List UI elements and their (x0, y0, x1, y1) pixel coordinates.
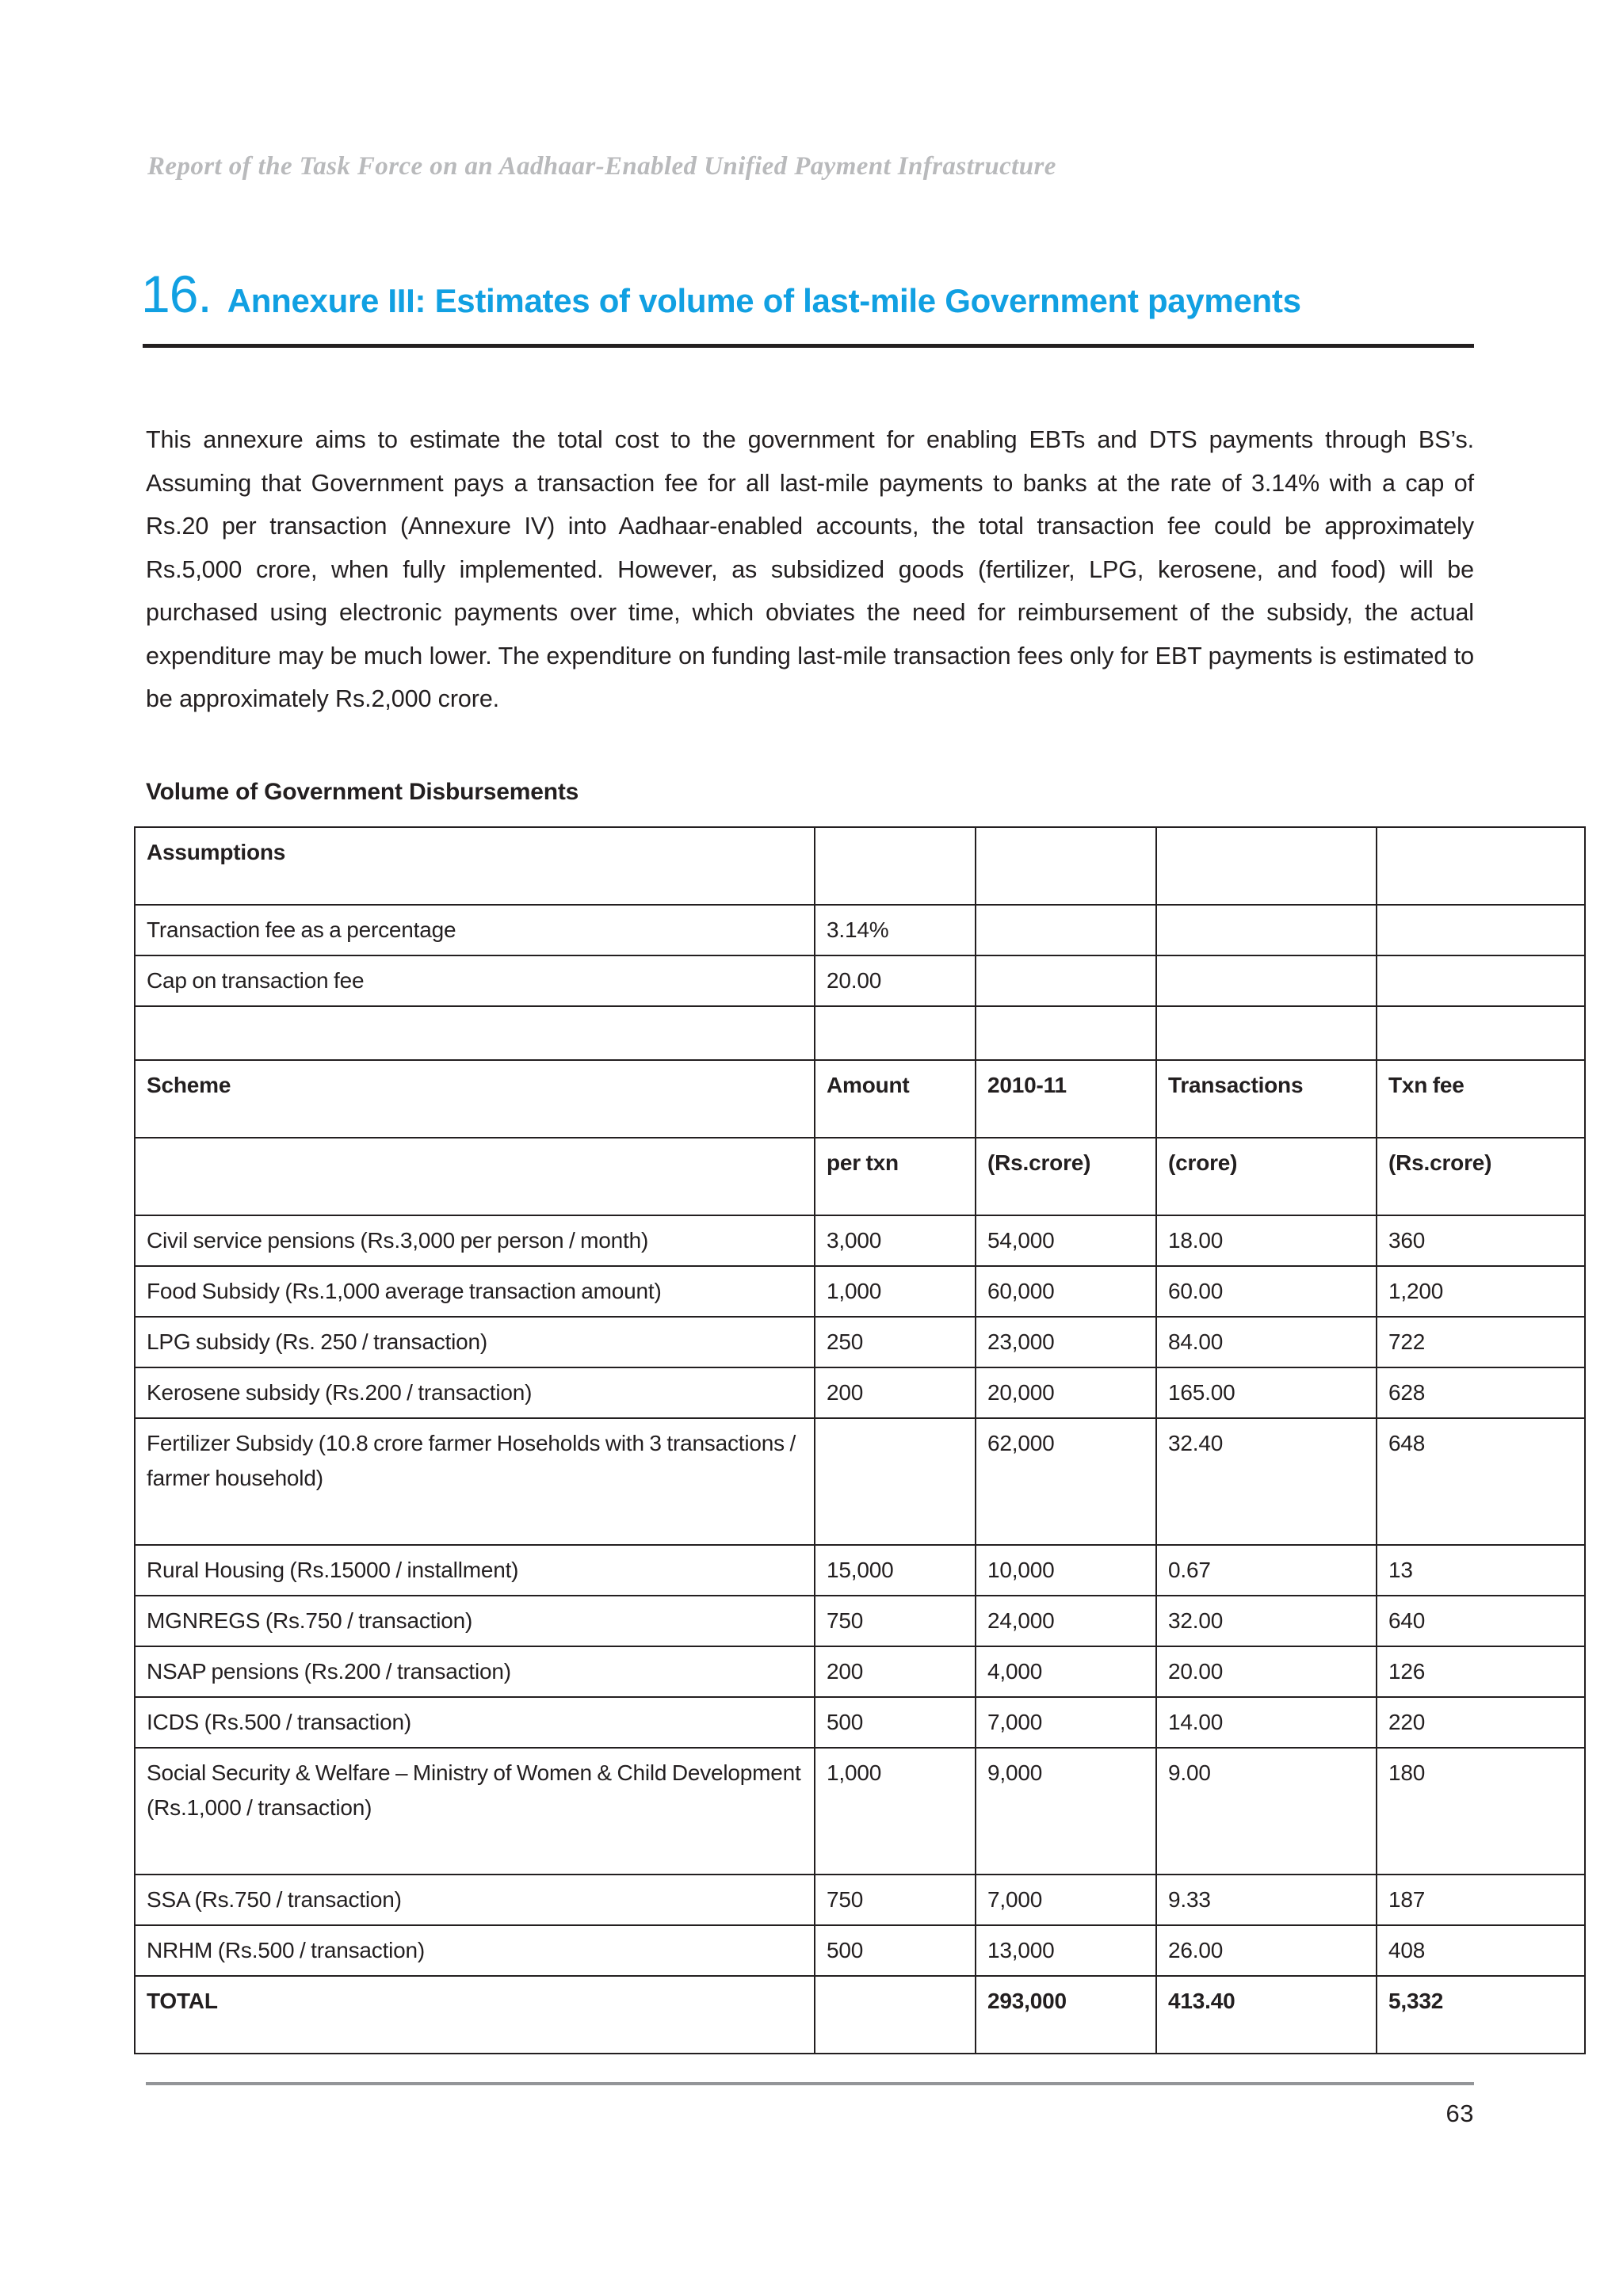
spacer-txn-fee (1377, 1006, 1585, 1060)
table-row (135, 1646, 1585, 1697)
assumption-year (976, 905, 1156, 955)
disbursements-table (134, 826, 1586, 2054)
cell-scheme: NRHM (Rs.500 / transaction) (135, 1925, 815, 1976)
cell-txn-fee: 180 (1377, 1748, 1585, 1875)
cell-scheme: Civil service pensions (Rs.3,000 per person / month) (135, 1215, 815, 1266)
assumption-txn-fee (1377, 955, 1585, 1006)
cell-year: 20,000 (976, 1367, 1156, 1418)
spacer-year (976, 1006, 1156, 1060)
cell-txn-fee: 187 (1377, 1875, 1585, 1925)
cell-transactions: 84.00 (1156, 1317, 1377, 1367)
table-row (135, 1215, 1585, 1266)
cell-year: 24,000 (976, 1596, 1156, 1646)
cell-txn-fee: 126 (1377, 1646, 1585, 1697)
spacer-scheme (135, 1006, 815, 1060)
cell-transactions: 14.00 (1156, 1697, 1377, 1748)
subheader-transactions: (crore) (1156, 1138, 1377, 1215)
chapter-heading (141, 265, 1480, 323)
total-transactions: 413.40 (1156, 1976, 1377, 2054)
cell-scheme: ICDS (Rs.500 / transaction) (135, 1697, 815, 1748)
chapter-title: Annexure III: Estimates of volume of last-mile Government payments (227, 282, 1301, 319)
cell-year: 23,000 (976, 1317, 1156, 1367)
table-row (135, 1367, 1585, 1418)
cell-scheme: Social Security & Welfare – Ministry of Women & Child Development (Rs.1,000 / transaction) (135, 1748, 815, 1875)
total-txn-fee: 5,332 (1377, 1976, 1585, 2054)
subheader-txn-fee: (Rs.crore) (1377, 1138, 1585, 1215)
spacer-amount (815, 1006, 976, 1060)
total-amount (815, 1976, 976, 2054)
assumption-year (976, 955, 1156, 1006)
cell-transactions: 32.40 (1156, 1418, 1377, 1545)
cell-amount: 200 (815, 1646, 976, 1697)
assumption-amount: 3.14% (815, 905, 976, 955)
assumptions-title-txn-fee (1377, 827, 1585, 905)
cell-txn-fee: 640 (1377, 1596, 1585, 1646)
table-row (135, 1266, 1585, 1317)
assumption-transactions (1156, 905, 1377, 955)
table-caption: Volume of Government Disbursements (146, 779, 579, 805)
cell-year: 10,000 (976, 1545, 1156, 1596)
cell-scheme: NSAP pensions (Rs.200 / transaction) (135, 1646, 815, 1697)
cell-transactions: 0.67 (1156, 1545, 1377, 1596)
spacer-row (135, 1006, 1585, 1060)
footer-divider (146, 2082, 1474, 2085)
cell-txn-fee: 408 (1377, 1925, 1585, 1976)
cell-amount: 500 (815, 1925, 976, 1976)
cell-amount: 3,000 (815, 1215, 976, 1266)
cell-transactions: 165.00 (1156, 1367, 1377, 1418)
cell-year: 9,000 (976, 1748, 1156, 1875)
running-header: Report of the Task Force on an Aadhaar-Enabled Unified Payment Infrastructure (147, 152, 1056, 181)
cell-scheme: MGNREGS (Rs.750 / transaction) (135, 1596, 815, 1646)
assumptions-title-row (135, 827, 1585, 905)
cell-scheme: Kerosene subsidy (Rs.200 / transaction) (135, 1367, 815, 1418)
total-year: 293,000 (976, 1976, 1156, 2054)
header-year: 2010-11 (976, 1060, 1156, 1138)
heading-divider (143, 344, 1474, 348)
table-header-row (135, 1060, 1585, 1138)
cell-txn-fee: 360 (1377, 1215, 1585, 1266)
assumption-scheme: Transaction fee as a percentage (135, 905, 815, 955)
assumption-amount: 20.00 (815, 955, 976, 1006)
table-subheader-row (135, 1138, 1585, 1215)
cell-amount: 250 (815, 1317, 976, 1367)
assumption-txn-fee (1377, 905, 1585, 955)
cell-scheme: Rural Housing (Rs.15000 / installment) (135, 1545, 815, 1596)
assumption-scheme: Cap on transaction fee (135, 955, 815, 1006)
assumption-row (135, 905, 1585, 955)
table-row (135, 1697, 1585, 1748)
chapter-number: 16. (141, 265, 212, 323)
table-row (135, 1875, 1585, 1925)
assumptions-title-year (976, 827, 1156, 905)
table-row (135, 1418, 1585, 1545)
table-row (135, 1925, 1585, 1976)
cell-year: 60,000 (976, 1266, 1156, 1317)
cell-amount: 1,000 (815, 1748, 976, 1875)
header-txn-fee: Txn fee (1377, 1060, 1585, 1138)
cell-scheme: Food Subsidy (Rs.1,000 average transaction amount) (135, 1266, 815, 1317)
cell-amount: 750 (815, 1596, 976, 1646)
cell-scheme: Fertilizer Subsidy (10.8 crore farmer Hoseholds with 3 transactions / farmer household) (135, 1418, 815, 1545)
header-amount: Amount (815, 1060, 976, 1138)
cell-transactions: 60.00 (1156, 1266, 1377, 1317)
cell-year: 4,000 (976, 1646, 1156, 1697)
header-transactions: Transactions (1156, 1060, 1377, 1138)
cell-txn-fee: 648 (1377, 1418, 1585, 1545)
table-row (135, 1596, 1585, 1646)
cell-year: 54,000 (976, 1215, 1156, 1266)
assumptions-title-amount (815, 827, 976, 905)
assumptions-title-scheme: Assumptions (135, 827, 815, 905)
cell-transactions: 9.33 (1156, 1875, 1377, 1925)
intro-paragraph: This annexure aims to estimate the total cost to the government for enabling EBTs and DTS payments through BS’s. Assuming that Government pays a transaction fee for all last-mile payments to banks at the rate of 3.14% with a cap of Rs.20 per transaction (Annexure IV) into Aadhaar-enabled accounts, the total transaction fee could be approximately Rs.5,000 crore, when fully implemented. However, as subsidized goods (fertilizer, LPG, kerosene, and food) will be purchased using electronic payments over time, which obviates the need for reimbursement of the subsidy, the actual expenditure may be much lower. The expenditure on funding last-mile transaction fees only for EBT payments is estimated to be approximately Rs.2,000 crore. (146, 426, 1474, 712)
subheader-year: (Rs.crore) (976, 1138, 1156, 1215)
table-row (135, 1748, 1585, 1875)
assumption-row (135, 955, 1585, 1006)
assumption-transactions (1156, 955, 1377, 1006)
cell-txn-fee: 220 (1377, 1697, 1585, 1748)
cell-txn-fee: 13 (1377, 1545, 1585, 1596)
table-row (135, 1317, 1585, 1367)
cell-year: 7,000 (976, 1875, 1156, 1925)
cell-transactions: 32.00 (1156, 1596, 1377, 1646)
subheader-scheme (135, 1138, 815, 1215)
table-body (135, 827, 1585, 2054)
cell-transactions: 26.00 (1156, 1925, 1377, 1976)
spacer-transactions (1156, 1006, 1377, 1060)
cell-year: 7,000 (976, 1697, 1156, 1748)
cell-amount: 1,000 (815, 1266, 976, 1317)
cell-amount: 500 (815, 1697, 976, 1748)
cell-txn-fee: 722 (1377, 1317, 1585, 1367)
cell-transactions: 18.00 (1156, 1215, 1377, 1266)
assumptions-title-transactions (1156, 827, 1377, 905)
cell-scheme: LPG subsidy (Rs. 250 / transaction) (135, 1317, 815, 1367)
total-scheme: TOTAL (135, 1976, 815, 2054)
cell-amount: 750 (815, 1875, 976, 1925)
cell-year: 62,000 (976, 1418, 1156, 1545)
cell-txn-fee: 628 (1377, 1367, 1585, 1418)
cell-scheme: SSA (Rs.750 / transaction) (135, 1875, 815, 1925)
cell-transactions: 20.00 (1156, 1646, 1377, 1697)
cell-transactions: 9.00 (1156, 1748, 1377, 1875)
cell-amount: 15,000 (815, 1545, 976, 1596)
cell-txn-fee: 1,200 (1377, 1266, 1585, 1317)
cell-amount: 200 (815, 1367, 976, 1418)
header-scheme: Scheme (135, 1060, 815, 1138)
table-total-row (135, 1976, 1585, 2054)
table-row (135, 1545, 1585, 1596)
disbursements-table-wrapper (134, 826, 1492, 2054)
page-number: 63 (1445, 2100, 1474, 2127)
cell-amount (815, 1418, 976, 1545)
cell-year: 13,000 (976, 1925, 1156, 1976)
subheader-amount: per txn (815, 1138, 976, 1215)
